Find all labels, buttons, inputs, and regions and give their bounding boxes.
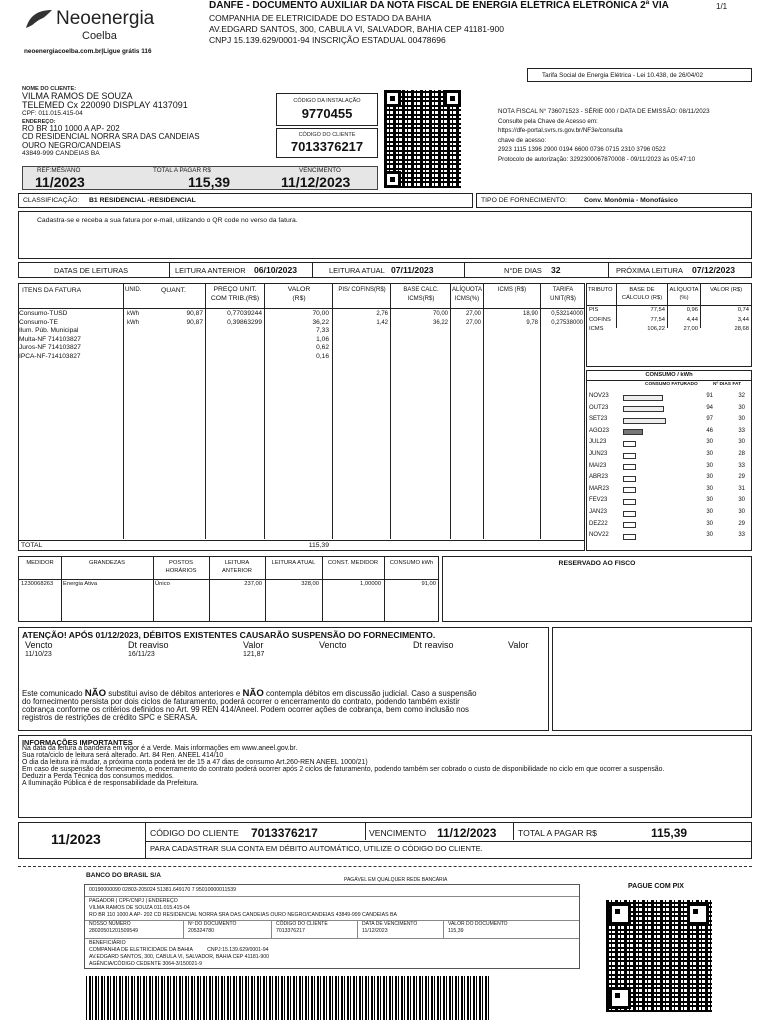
benef-line1: COMPANHIA DE ELETRICIDADE DA BAHIA CNPJ:15.139.629/0001-94 [89, 947, 269, 953]
chart-kwh-label: 30 [706, 532, 713, 539]
chart-bar [623, 395, 663, 401]
boleto-field-value: 115,39 [448, 928, 464, 934]
days-value: 32 [551, 265, 561, 275]
item-price: 0,77039244 [227, 310, 262, 317]
item-value: 36,22 [312, 318, 329, 326]
notice-h-venc-1: Vencto [25, 640, 53, 650]
pix-qr-code[interactable] [606, 900, 712, 1012]
notice-side-box [552, 627, 752, 731]
info-line: Sua rota/ciclo de leitura será alterado. Art. 84 Ren. ANEEL 414/10 [22, 752, 224, 760]
item-unit: kWh [127, 319, 139, 326]
total-label: TOTAL A PAGAR R$ [153, 167, 211, 174]
curr-reading-value: 07/11/2023 [391, 265, 434, 275]
meter-header: MEDIDOR [26, 560, 54, 566]
tax-cell: 77,54 [650, 316, 665, 323]
items-total-label: TOTAL [21, 542, 43, 549]
boleto-box [84, 884, 580, 969]
fisco-label: RESERVADO AO FISCO [558, 560, 636, 567]
th-tributo: TRIBUTO [588, 287, 613, 293]
boleto-field-label: VALOR DO DOCUMENTO [448, 921, 508, 927]
chart-month-label: JUN23 [589, 451, 608, 457]
classification-value: B1 RESIDENCIAL -RESIDENCIAL [89, 197, 196, 204]
tax-cell: 0,96 [686, 307, 698, 313]
info-line: Na data da leitura a bandeira em vigor é a Verde. Mais informações em www.aneel.gov.br. [22, 745, 298, 752]
th-unit: UNID. [125, 287, 142, 293]
chart-month-label: MAR23 [589, 485, 610, 492]
chart-bar [623, 511, 636, 517]
chart-days-label: 28 [738, 451, 745, 457]
chart-col2: Nº DIAS FAT [713, 382, 742, 387]
nf-number: NOTA FISCAL N° 736071523 - SÉRIE 000 / DATA DE EMISSÃO: 08/11/2023 [498, 108, 710, 115]
item-value: 0,62 [316, 344, 329, 352]
chart-bar [623, 418, 666, 424]
boleto-field-value: 205324780 [188, 928, 214, 934]
meter-cell: Energia Ativa [63, 581, 98, 587]
cut-line [18, 866, 752, 867]
nf-url[interactable]: https://dfe-portal.svrs.rs.gov.br/NF3e/consulta [498, 127, 623, 135]
chart-days-label: 31 [738, 485, 745, 492]
chart-kwh-label: 30 [706, 439, 713, 446]
chart-kwh-label: 30 [706, 520, 713, 527]
boleto-pay-anywhere: PAGÁVEL EM QUALQUER REDE BANCÁRIA [344, 877, 448, 883]
info-line: O dia da leitura irá mudar, a próxima conta poderá ter de 15 a 47 dias de consumo Art.260-REN ANEEL 1000/21) [22, 759, 368, 767]
item-base: 70,00 [432, 311, 448, 317]
readings-title: DATAS DE LEITURAS [54, 266, 129, 275]
th-quant: QUANT. [161, 287, 186, 294]
benef-line3: AGÊNCIA/CÓDIGO CEDENTE 3064-3/150021-9 [89, 961, 203, 967]
th-items: ITENS DA FATURA [22, 287, 82, 294]
chart-days-label: 33 [738, 532, 745, 539]
message-box [18, 211, 752, 259]
ref-label: REF:MÊS/ANO [37, 167, 81, 174]
tax-cell: 28,68 [734, 326, 749, 332]
chart-bar [623, 534, 636, 540]
client-code-label: CÓDIGO DO CLIENTE [298, 132, 356, 138]
th-base: BASE CALC. ICMS(R$) [403, 287, 439, 302]
nf-key: 2923 1115 1396 2900 0194 6600 0736 0715 2310 3796 0522 [498, 146, 666, 154]
nf-protocol: Protocolo de autorização: 3292300067870008 - 09/11/2023 às 05:47:10 [498, 155, 696, 163]
address-line3: OURO NEGRO/CANDEIAS [22, 140, 121, 150]
nf-qr-code[interactable] [384, 90, 461, 188]
item-quant: 90,87 [186, 310, 203, 317]
message-text: Cadastra-se e receba a sua fatura por e-mail, utilizando o QR code no verso da fatura. [37, 217, 298, 224]
boleto-line: 00190000090 02803-205024 51381.649170 7 95010000011539 [89, 887, 237, 893]
info-box [18, 735, 752, 818]
item-unit: kWh [127, 311, 139, 317]
address-label: ENDEREÇO: [22, 118, 56, 125]
chart-kwh-label: 30 [706, 485, 713, 492]
chart-month-label: SET23 [589, 416, 608, 423]
boleto-field [183, 920, 269, 938]
th-base-calc: BASE DE CÁLCULO (R$) [621, 287, 663, 301]
chart-month-label: JUL23 [589, 439, 607, 446]
chart-month-label: DEZ22 [589, 520, 608, 527]
classification-label: CLASSIFICAÇÃO: [23, 197, 80, 204]
chart-month-label: OUT23 [589, 404, 609, 411]
boleto-field-value: 28020501201509549 [89, 928, 139, 934]
notice-h-dt-2: Dt reaviso [413, 640, 454, 650]
client-line2: TELEMED Cx 220090 DISPLAY 4137091 [22, 100, 188, 110]
item-icms: 9,78 [526, 319, 538, 326]
item-value: 1,06 [316, 335, 329, 343]
stub-total: 115,39 [651, 826, 688, 840]
nf-consult: Consulte pela Chave de Acesso em: [498, 117, 598, 125]
meter-cell: 91,00 [421, 581, 436, 587]
readings-bar [18, 262, 752, 278]
install-code-label: CÓDIGO DA INSTALAÇÃO [293, 98, 361, 104]
page-number: 1/1 [716, 2, 728, 11]
chart-month-label: NOV23 [589, 393, 609, 399]
meter-table [18, 556, 439, 622]
stub-box [18, 822, 752, 859]
meter-header: CONSUMO kWh [389, 560, 434, 566]
item-price: 0,39863299 [227, 318, 262, 326]
th-icms: ICMS (R$) [497, 287, 527, 293]
chart-kwh-label: 30 [706, 462, 713, 469]
item-value: 0,16 [316, 352, 329, 360]
payer-line1: VILMA RAMOS DE SOUZA 011.015.415-04 [89, 905, 190, 911]
client-code-box [276, 128, 378, 158]
client-name: VILMA RAMOS DE SOUZA [22, 91, 133, 101]
stub-code: 7013376217 [251, 826, 318, 840]
curr-reading-label: LEITURA ATUAL [329, 266, 385, 275]
info-title: INFORMAÇÕES IMPORTANTES [22, 738, 133, 747]
chart-kwh-label: 94 [706, 404, 713, 411]
meter-cell: 237,00 [244, 581, 262, 587]
boleto-barcode[interactable] [86, 976, 489, 1020]
address-line1: RO BR 110 1000 A AP- 202 [22, 123, 120, 133]
chart-bar [623, 464, 636, 470]
notice-h-venc-2: Vencto [319, 640, 347, 650]
tariff-note-box [527, 68, 752, 82]
items-total-value: 115,39 [308, 542, 329, 549]
install-code-box [276, 93, 378, 126]
tax-name: ICMS [589, 326, 604, 332]
company-name: COMPANHIA DE ELETRICIDADE DO ESTADO DA BAHIA [209, 13, 432, 23]
due-value: 11/12/2023 [281, 174, 351, 190]
tax-cell: 3,44 [737, 316, 749, 323]
chart-bar [623, 499, 636, 505]
th-value: VALOR (R$) [287, 286, 311, 302]
tax-cell: 77,54 [650, 307, 665, 313]
boleto-field-label: NOSSO NÚMERO [89, 921, 131, 927]
install-code-value: 9770455 [301, 106, 353, 121]
boleto-field [85, 920, 171, 938]
chart-days-label: 33 [738, 427, 745, 434]
meter-header: POSTOS HORÁRIOS [165, 560, 197, 574]
item-tarifa: 0,27538000 [551, 319, 583, 326]
chart-kwh-label: 97 [706, 416, 713, 423]
brand-sub: Coelba [82, 30, 117, 42]
item-name: Multa-NF 714103827 [19, 335, 81, 343]
meter-header: GRANDEZAS [88, 560, 126, 566]
summary-bar [22, 166, 378, 190]
tax-cell: 106,22 [647, 326, 665, 332]
chart-title: CONSUMO / kWh [645, 372, 693, 378]
pix-label: PAGUE COM PIX [628, 883, 684, 890]
supply-value: Conv. Monômia - Monofásico [584, 197, 678, 204]
days-label: N°DE DIAS [504, 266, 542, 275]
notice-box [18, 627, 549, 731]
address-line2: CD RESIDENCIAL NORRA SRA DAS CANDEIAS [22, 132, 200, 142]
brand-name: Neoenergia [56, 8, 155, 29]
supply-label: TIPO DE FORNECIMENTO: [481, 197, 567, 204]
item-name: Juros-NF 714103827 [19, 344, 81, 352]
boleto-field [271, 920, 357, 938]
next-reading-label: PRÓXIMA LEITURA [616, 266, 683, 275]
tax-name: PIS [589, 307, 599, 313]
benef-line2: AV.EDGARD SANTOS, 300, CABULA VI, SALVADOR, BAHIA CEP 41181-900 [89, 954, 270, 960]
stub-due-label: VENCIMENTO [369, 828, 427, 838]
ref-value: 11/2023 [35, 174, 85, 190]
info-line: A Iluminação Pública é de responsabilidade da Prefeitura. [22, 780, 199, 788]
chart-month-label: ABR23 [589, 474, 609, 481]
th-valor: VALOR (R$) [709, 287, 743, 293]
fisco-box [442, 556, 752, 622]
item-name: Consumo-TUSD [19, 310, 68, 317]
stub-total-label: TOTAL A PAGAR R$ [518, 828, 597, 838]
boleto-bank: BANCO DO BRASIL S/A [86, 872, 161, 879]
notice-venc: 11/10/23 [25, 651, 52, 658]
items-table [18, 283, 585, 551]
doc-title: DANFE - DOCUMENTO AUXILIAR DA NOTA FISCAL DE ENERGIA ELÉTRICA ELETRÔNICA 2ª VIA [209, 0, 669, 11]
prev-reading-label: LEITURA ANTERIOR [175, 266, 246, 275]
item-value: 70,00 [312, 310, 329, 317]
prev-reading-value: 06/10/2023 [254, 265, 298, 275]
total-value: 115,39 [188, 174, 231, 190]
item-name: Consumo-TE [19, 318, 58, 326]
item-icms: 18,90 [522, 311, 538, 317]
th-pis: PIS/ COFINS(R$) [338, 287, 386, 293]
supply-box [476, 193, 752, 208]
brand-contact: neoenergiacoelba.com.br|Ligue grátis 116 [24, 48, 152, 55]
notice-h-dt-1: Dt reaviso [128, 640, 169, 650]
meter-cell: 328,00 [301, 581, 319, 587]
item-name: Ilum. Púb. Municipal [19, 327, 79, 335]
chart-bar [623, 441, 636, 447]
notice-dt: 16/11/23 [128, 651, 155, 658]
item-pis: 1,42 [376, 319, 388, 326]
tax-name: COFINS [589, 316, 611, 323]
info-line: Deduzir a Perda Técnica dos consumos medidos. [22, 773, 174, 781]
boleto-field [443, 920, 529, 938]
info-lines [22, 745, 664, 788]
chart-month-label: AGO23 [589, 427, 610, 434]
chart-kwh-label: 30 [706, 497, 713, 504]
company-cnpj: CNPJ 15.139.629/0001-94 INSCRIÇÃO ESTADUAL 00478696 [209, 35, 446, 45]
taxes-table [586, 283, 752, 367]
stub-ref: 11/2023 [51, 831, 101, 847]
stub-due: 11/12/2023 [437, 826, 497, 840]
item-value: 7,33 [316, 327, 329, 335]
chart-kwh-label: 30 [706, 509, 713, 515]
chart-bar [623, 406, 664, 412]
nf-key-label: chave de acesso: [498, 136, 547, 144]
notice-valor: 121,87 [243, 651, 265, 658]
boleto-field-label: Nº DO DOCUMENTO [188, 921, 237, 927]
due-label: VENCIMENTO [299, 167, 341, 174]
boleto-field-value: 7013376217 [276, 928, 305, 934]
info-line: Em caso de suspensão de fornecimento, o encerramento do contrato poderá ocorrer após 2 ciclos de faturamento, podendo também ser cobrado o custo de disponibilidade no ciclo em que ocorrer a suspensão. [22, 766, 665, 774]
chart-bar [623, 476, 636, 482]
stub-debit: PARA CADASTRAR SUA CONTA EM DÉBITO AUTOMÁTICO, UTILIZE O CÓDIGO DO CLIENTE. [150, 844, 483, 853]
chart-bar [623, 453, 636, 459]
brand-logo [24, 6, 174, 46]
chart-days-label: 30 [738, 439, 745, 446]
client-block [22, 86, 272, 166]
item-quant: 90,87 [186, 318, 203, 326]
address-line4: 43849-999 CANDEIAS BA [22, 150, 100, 158]
th-price: PREÇO UNIT. COM TRIB.(R$) [210, 286, 260, 302]
boleto-field-label: DATA DE VENCIMENTO [362, 921, 418, 927]
chart-kwh-label: 30 [706, 451, 713, 457]
item-aliq: 27,00 [465, 311, 481, 317]
nf-info [498, 107, 758, 165]
consumption-chart [586, 370, 752, 551]
tariff-note: Tarifa Social de Energia Elétrica - Lei 10.438, de 26/04/02 [542, 72, 704, 79]
th-aliq: ALÍQUOTA ICMS(%) [452, 287, 482, 302]
client-cpf: CPF: 011.015.415-04 [22, 110, 83, 117]
tax-cell: 0,74 [737, 307, 749, 313]
chart-kwh-label: 46 [706, 427, 713, 434]
chart-days-label: 30 [738, 416, 745, 423]
chart-month-label: NOV22 [589, 532, 609, 539]
boleto-field [357, 920, 443, 938]
th-aliquota: ALÍQUOTA (%) [669, 287, 699, 301]
notice-h-valor-1: Valor [243, 640, 264, 650]
item-tarifa: 0,53214000 [551, 311, 583, 317]
company-address: AV.EDGARD SANTOS, 300, CABULA VI, SALVADOR, BAHIA CEP 41181-900 [209, 24, 504, 34]
meter-header: LEITURA ATUAL [271, 560, 316, 566]
item-pis: 2,76 [376, 311, 388, 317]
tax-cell: 27,00 [683, 326, 698, 332]
meter-header: LEITURA ANTERIOR [222, 560, 252, 574]
payer-label: PAGADOR | CPF/CNPJ | ENDEREÇO [89, 898, 178, 904]
chart-days-label: 33 [738, 462, 745, 469]
payer-line2: RO BR 110 1000 A AP- 202 CD RESIDENCIAL NORRA SRA DAS CANDEIAS OURO NEGRO/CANDEIAS 43849-999 CANDEIAS BA [89, 912, 397, 918]
notice-title: ATENÇÃO! APÓS 01/12/2023, DÉBITOS EXISTENTES CAUSARÃO SUSPENSÃO DO FORNECIMENTO. [22, 630, 436, 640]
stub-code-label: CÓDIGO DO CLIENTE [150, 828, 239, 838]
meter-cell: Único [155, 581, 170, 587]
tax-cell: 4,44 [686, 316, 698, 323]
chart-bar [623, 429, 643, 435]
benef-label: BENEFICIÁRIO [89, 940, 126, 946]
meter-cell: 1230068263 [21, 581, 54, 587]
chart-days-label: 29 [738, 520, 745, 527]
client-code-value: 7013376217 [290, 139, 364, 154]
chart-kwh-label: 30 [706, 474, 713, 481]
client-label: NOME DO CLIENTE: [22, 86, 77, 92]
item-base: 36,22 [432, 319, 448, 326]
boleto-field-value: 11/12/2023 [362, 928, 388, 934]
meter-cell: 1,00000 [360, 581, 381, 587]
chart-days-label: 32 [738, 393, 745, 399]
boleto-field-label: CÓDIGO DO CLIENTE [276, 921, 328, 927]
chart-col1: CONSUMO FATURADO [645, 382, 698, 387]
item-aliq: 27,00 [465, 319, 481, 326]
chart-days-label: 29 [738, 474, 745, 481]
chart-kwh-label: 91 [706, 393, 713, 399]
notice-h-valor-2: Valor [508, 640, 529, 650]
classification-box [18, 193, 473, 208]
leaf-logo-icon [24, 8, 54, 30]
chart-days-label: 30 [738, 404, 745, 411]
notice-text: Este comunicado NÃO substitui aviso de débitos anteriores e NÃO contempla débitos em discussão judicial. Caso a suspensão do fornecimento persista por dois ciclos de faturamento, poderá ocorrer o encerramento do contrato, podendo também existir cobrança conforme os critérios definidos no Art. 99 REN 414/Aneel. Podem ocorrer ações de cobrança, bem como inclusão nos registros de restrições de crédito SPC e SERASA. [22, 688, 477, 722]
chart-month-label: JAN23 [589, 509, 608, 515]
chart-month-label: FEV23 [589, 497, 608, 504]
chart-bar [623, 487, 636, 493]
th-tarifa: TARIFA UNIT(R$) [550, 287, 576, 302]
chart-days-label: 30 [738, 509, 745, 515]
chart-bar [623, 522, 636, 528]
chart-days-label: 30 [738, 497, 745, 504]
next-reading-value: 07/12/2023 [692, 265, 736, 275]
chart-month-label: MAI23 [589, 462, 607, 469]
meter-header: CONST. MEDIDOR [327, 560, 379, 566]
item-name: IPCA-NF-714103827 [19, 352, 81, 360]
